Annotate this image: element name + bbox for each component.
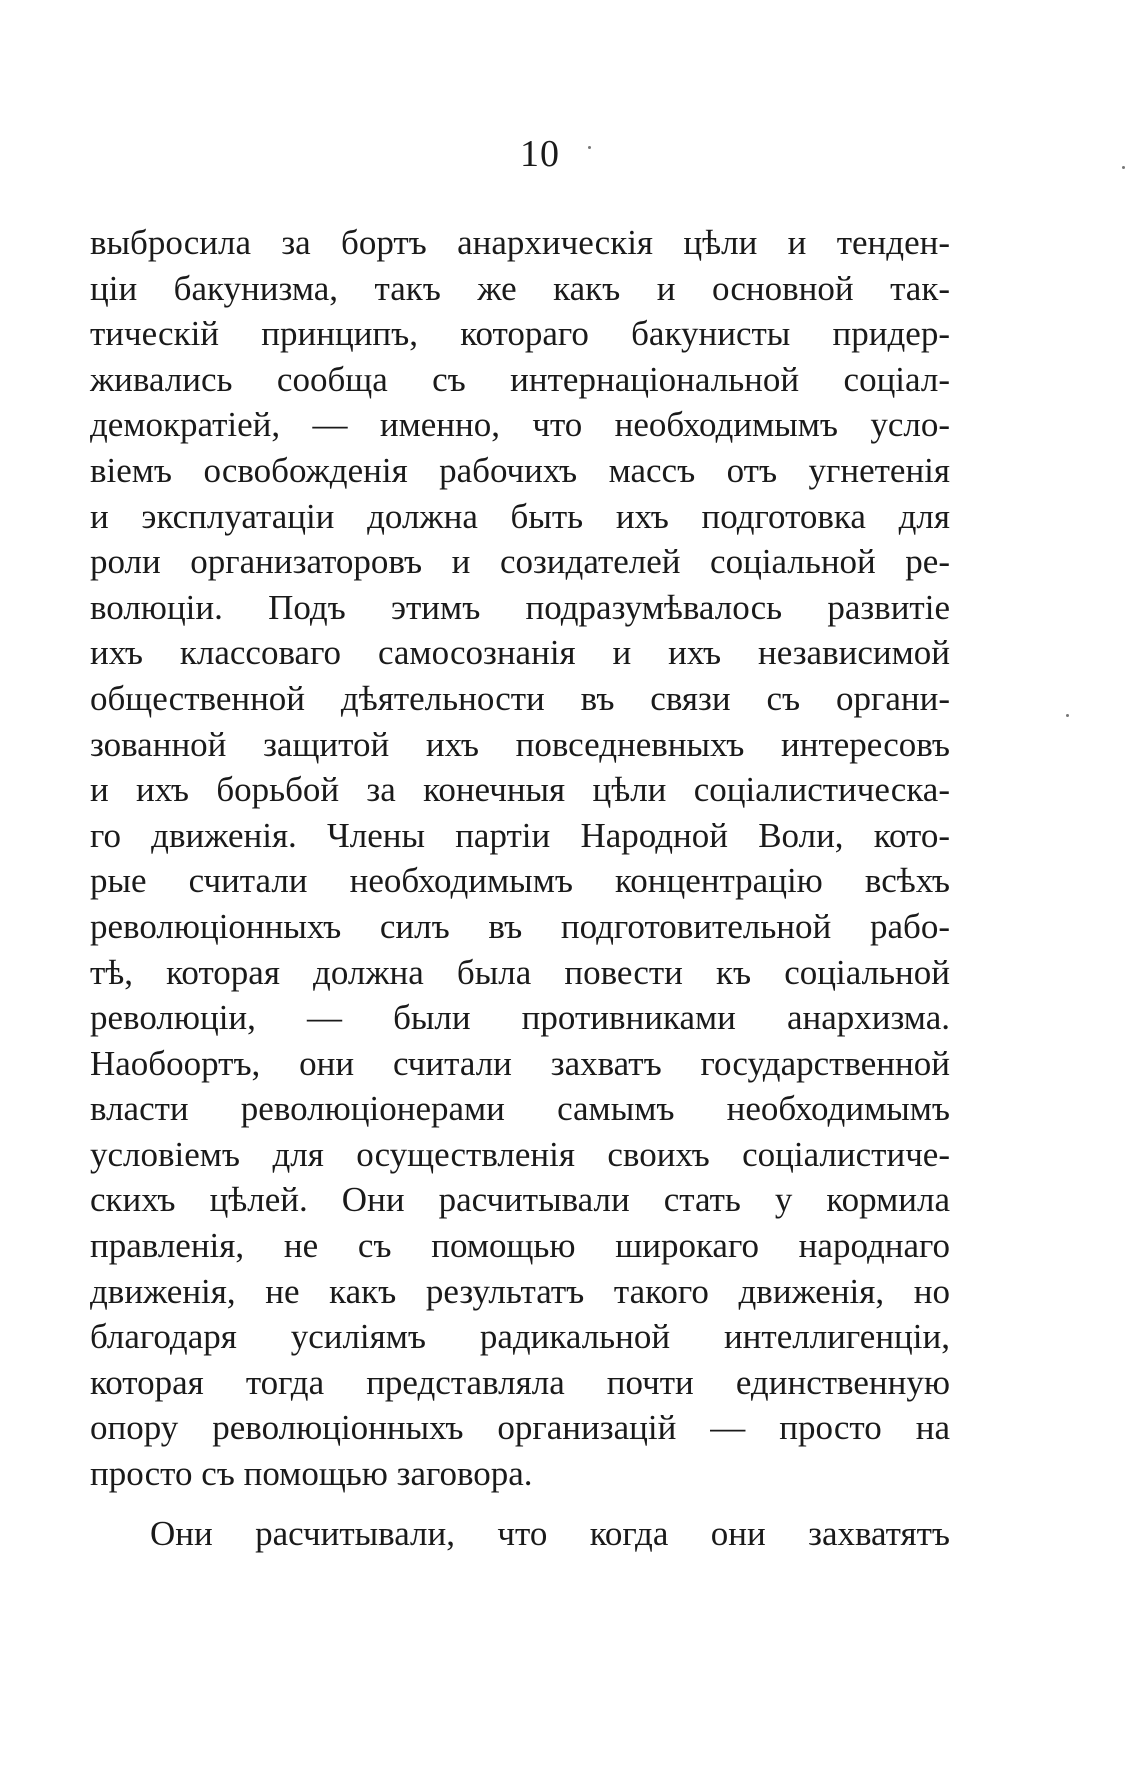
text-line: живались сообща съ интернаціональной соціал- <box>90 359 950 399</box>
text-line: рые считали необходимымъ концентрацію всѣхъ <box>90 861 950 901</box>
text-line: ихъ классоваго самосознанія и ихъ независимой <box>90 633 950 673</box>
text-line: революціонныхъ силъ въ подготовительной рабо- <box>90 906 950 946</box>
text-line: віемъ освобожденія рабочихъ массъ отъ угнетенія <box>90 450 950 490</box>
page-number: 10 <box>520 133 560 175</box>
text-line: зованной защитой ихъ повседневныхъ интересовъ <box>90 724 950 764</box>
text-line: ціи бакунизма, такъ же какъ и основной так- <box>90 268 950 308</box>
text-line: и эксплуатаціи должна быть ихъ подготовка для <box>90 496 950 536</box>
text-line: тическій принципъ, котораго бакунисты придер- <box>90 314 950 354</box>
text-line: общественной дѣятельности въ связи съ органи- <box>90 678 950 718</box>
text-line: Наобоортъ, они считали захватъ государственной <box>90 1043 950 1083</box>
print-speck <box>1122 166 1125 169</box>
paragraph-1 <box>90 220 950 1497</box>
text-line: движенія, не какъ результатъ такого движенія, но <box>90 1271 950 1311</box>
text-line: правленія, не съ помощью широкаго народнаго <box>90 1226 950 1266</box>
paragraph-2 <box>90 1511 950 1557</box>
print-speck <box>1066 714 1069 717</box>
text-line: роли организаторовъ и созидателей соціальной ре- <box>90 542 950 582</box>
text-line: благодаря усиліямъ радикальной интеллигенціи, <box>90 1317 950 1357</box>
body-text <box>90 220 950 1556</box>
text-line: власти революціонерами самымъ необходимымъ <box>90 1089 950 1129</box>
text-line: Они расчитывали, что когда они захватятъ <box>150 1513 950 1553</box>
paragraph-gap <box>90 1497 950 1511</box>
text-line: тѣ, которая должна была повести къ соціальной <box>90 952 950 992</box>
text-line: волюціи. Подъ этимъ подразумѣвалось развитіе <box>90 587 950 627</box>
text-line: скихъ цѣлей. Они расчитывали стать у кормила <box>90 1180 950 1220</box>
text-line: просто съ помощью заговора. <box>90 1454 533 1494</box>
text-line: опору революціонныхъ организацій — просто на <box>90 1408 950 1448</box>
text-line: революціи, — были противниками анархизма. <box>90 998 950 1038</box>
text-line: которая тогда представляла почти единственную <box>90 1362 950 1402</box>
text-line: демократіей, — именно, что необходимымъ усло- <box>90 405 950 445</box>
text-line: и ихъ борьбой за конечныя цѣли соціалистическа- <box>90 770 950 810</box>
text-line: выбросила за бортъ анархическія цѣли и тенден- <box>90 223 950 262</box>
text-line: го движенія. Члены партіи Народной Воли, кото- <box>90 815 950 855</box>
print-speck <box>588 146 591 149</box>
text-line: условіемъ для осуществленія своихъ соціалистиче- <box>90 1134 950 1174</box>
